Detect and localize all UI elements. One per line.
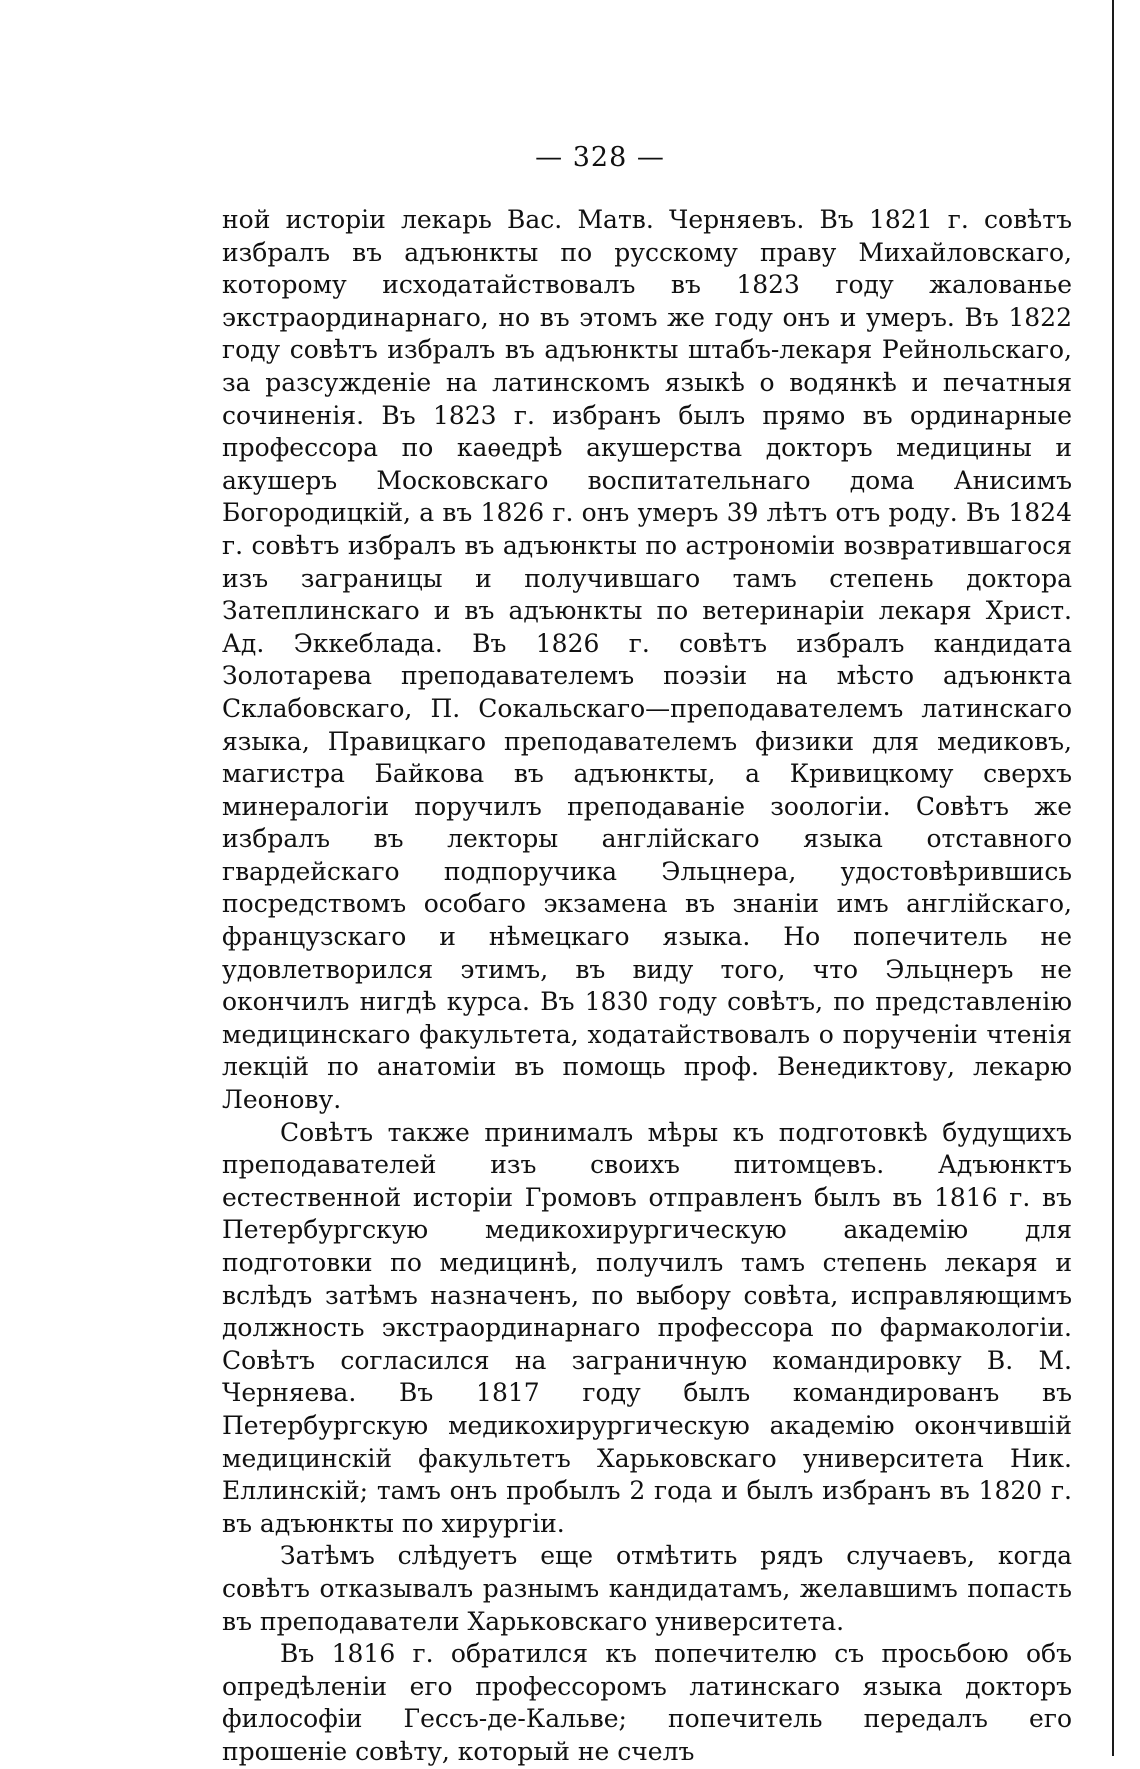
page-number: — 328 — <box>535 142 665 173</box>
paragraph-2: Совѣтъ также принималъ мѣры къ подготовкѣ будущихъ преподавателей изъ своихъ питомцевъ. Адъюнктъ естественной исторіи Громовъ отправленъ былъ въ 1816 г. въ Петербургскую медикохирургическую академію для подготовки по медицинѣ, получилъ тамъ степень лекаря и вслѣдъ затѣмъ назначенъ, по выбору совѣта, исправляющимъ должность экстраординарнаго профессора по фармакологіи. Совѣтъ согласился на заграничную командировку В. М. Черняева. Въ 1817 году былъ командированъ въ Петербургскую медикохирургическую академію окончившій медицинскій факультетъ Харьковскаго университета Ник. Еллинскій; тамъ онъ пробылъ 2 года и былъ избранъ въ 1820 г. въ адъюнкты по хирургіи. <box>222 1117 1072 1538</box>
paragraph-3: Затѣмъ слѣдуетъ еще отмѣтить рядъ случаевъ, когда совѣтъ отказывалъ разнымъ кандидатамъ, желавшимъ попасть въ преподаватели Харьковскаго университета. <box>222 1541 1072 1636</box>
paragraph-4: Въ 1816 г. обратился къ попечителю съ просьбою объ опредѣленіи его профессоромъ латинскаго языка докторъ философіи Гессъ-де-Кальве; попечитель передалъ его прошеніе совѣту, который не счелъ <box>222 1639 1072 1766</box>
paragraph-1: ной исторіи лекарь Вас. Матв. Черняевъ. Въ 1821 г. совѣтъ избралъ въ адъюнкты по русскому праву Михайловскаго, которому исходатайствовалъ въ 1823 году жалованье экстраординарнаго, но въ этомъ же году онъ и умеръ. Въ 1822 году совѣтъ избралъ въ адъюнкты штабъ-лекаря Рейнольскаго, за разсужденіе на латинскомъ языкѣ о водянкѣ и печатныя сочиненія. Въ 1823 г. избранъ былъ прямо въ ординарные профессора по каѳедрѣ акушерства докторъ медицины и акушеръ Московскаго воспитательнаго дома Анисимъ Богородицкій, а въ 1826 г. онъ умеръ 39 лѣтъ отъ роду. Въ 1824 г. совѣтъ избралъ въ адъюнкты по астрономіи возвратившагося изъ заграницы и получившаго тамъ степень доктора Затеплинскаго и въ адъюнкты по ветеринаріи лекаря Христ. Ад. Эккеблада. Въ 1826 г. совѣтъ избралъ кандидата Золотарева преподавателемъ поэзіи на мѣсто адъюнкта Склабовскаго, П. Сокальскаго—преподавателемъ латинскаго языка, Правицкаго преподавателемъ физики для медиковъ, магистра Байкова въ адъюнкты, а Кривицкому сверхъ минералогіи поручилъ преподаваніе зоологіи. Совѣтъ же избралъ въ лекторы англійскаго языка отставного гвардейскаго подпоручика Эльцнера, удостовѣрившись посредствомъ особаго экзамена въ знаніи имъ англійскаго, французскаго и нѣмецкаго языка. Но попечитель не удовлетворился этимъ, въ виду того, что Эльцнеръ не окончилъ нигдѣ курса. Въ 1830 году совѣтъ, по представленію медицинскаго факультета, ходатайствовалъ о порученіи чтенія лекцій по анатоміи въ помощь проф. Венедиктову, лекарю Леонову. <box>222 205 1072 1115</box>
body-text <box>222 204 1072 1769</box>
page-edge-line <box>1112 0 1114 1756</box>
